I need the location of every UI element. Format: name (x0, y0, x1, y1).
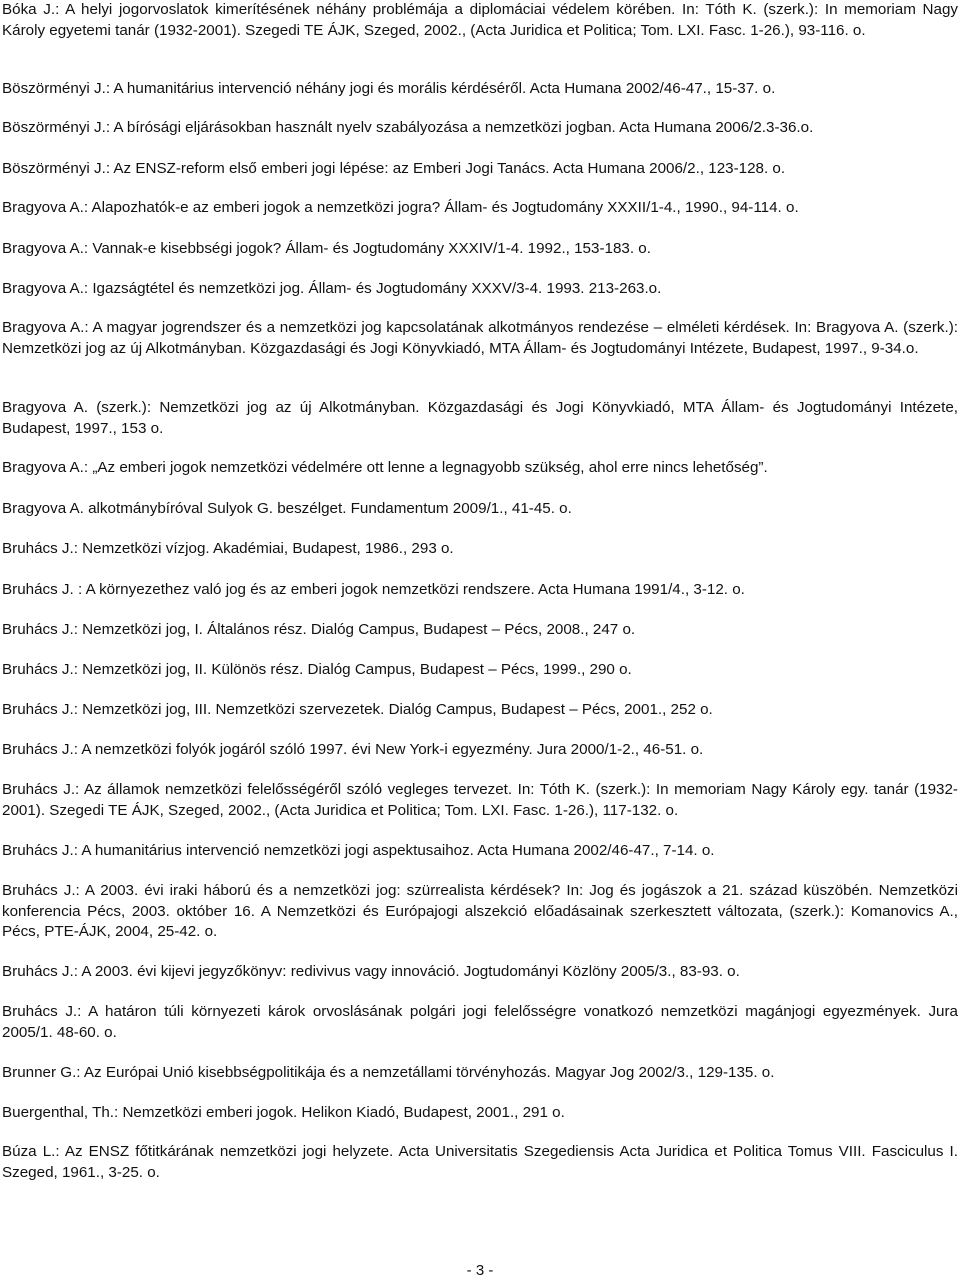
bibliography-entry: Bruhács J.: Nemzetközi jog, II. Különös rész. Dialóg Campus, Budapest – Pécs, 1999., 290 o. (2, 661, 632, 678)
bibliography-entry: Bruhács J.: A 2003. évi iraki háború és a nemzetközi jog: szürrealista kérdések? In: Jog és jogászok a 21. század küszöbén. Nemzetközi konferencia Pécs, 2003. október 16. A Nemzetközi és Európajogi alszekció előadásainak szerkesztett változata, (szerk.): Komanovics A., Pécs, PTE-ÁJK, 2004, 25-42. o. (2, 882, 958, 940)
bibliography-entry: Bragyova A.: Igazságtétel és nemzetközi jog. Állam- és Jogtudomány XXXV/3-4. 1993. 213-263.o. (2, 280, 662, 297)
bibliography-entry: Búza L.: Az ENSZ főtitkárának nemzetközi jogi helyzete. Acta Universitatis Szegediensis Acta Juridica et Politica Tomus VIII. Fasciculus I. Szeged, 1961., 3-25. o. (2, 1143, 958, 1181)
bibliography-entry: Bruhács J.: A nemzetközi folyók jogáról szóló 1997. évi New York-i egyezmény. Jura 2000/1-2., 46-51. o. (2, 741, 704, 758)
bibliography-entry: Bruhács J.: A 2003. évi kijevi jegyzőkönyv: redivivus vagy innováció. Jogtudományi Közlöny 2005/3., 83-93. o. (2, 963, 740, 980)
bibliography-entry: Bragyova A.: A magyar jogrendszer és a nemzetközi jog kapcsolatának alkotmányos rendezése – elméleti kérdések. In: Bragyova A. (szerk.): Nemzetközi jog az új Alkotmányban. Közgazdasági és Jogi Könyvkiadó, MTA Állam- és Jogtudományi Intézete, Budapest, 1997., 9-34.o. (2, 319, 958, 357)
bibliography-entry: Böszörményi J.: Az ENSZ-reform első emberi jogi lépése: az Emberi Jogi Tanács. Acta Humana 2006/2., 123-128. o. (2, 160, 786, 177)
bibliography-entry: Bragyova A. (szerk.): Nemzetközi jog az új Alkotmányban. Közgazdasági és Jogi Könyvkiadó, MTA Állam- és Jogtudományi Intézete, Budapest, 1997., 153 o. (2, 399, 958, 437)
bibliography-entry: Bragyova A. alkotmánybíróval Sulyok G. beszélget. Fundamentum 2009/1., 41-45. o. (2, 500, 572, 517)
bibliography-entry: Böszörményi J.: A bírósági eljárásokban használt nyelv szabályozása a nemzetközi jogban. Acta Humana 2006/2.3-36.o. (2, 119, 814, 136)
bibliography-entry: Bruhács J. : A környezethez való jog és az emberi jogok nemzetközi rendszere. Acta Humana 1991/4., 3-12. o. (2, 581, 745, 598)
page-number: - 3 - (466, 1262, 494, 1279)
bibliography-entry: Bragyova A.: Vannak-e kisebbségi jogok? Állam- és Jogtudomány XXXIV/1-4. 1992., 153-183. o. (2, 240, 651, 257)
bibliography-entry: Bruhács J.: Nemzetközi vízjog. Akadémiai, Budapest, 1986., 293 o. (2, 540, 454, 557)
bibliography-entry: Bragyova A.: „Az emberi jogok nemzetközi védelmére ott lenne a legnagyobb szükség, ahol erre nincs lehetőség”. (2, 459, 768, 476)
bibliography-entry: Buergenthal, Th.: Nemzetközi emberi jogok. Helikon Kiadó, Budapest, 2001., 291 o. (2, 1104, 565, 1121)
bibliography-entry: Bruhács J.: Nemzetközi jog, I. Általános rész. Dialóg Campus, Budapest – Pécs, 2008., 247 o. (2, 621, 636, 638)
bibliography-entry: Bruhács J.: A humanitárius intervenció nemzetközi jogi aspektusaihoz. Acta Humana 2002/46-47., 7-14. o. (2, 842, 715, 859)
bibliography-entry: Bruhács J.: Az államok nemzetközi felelősségéről szóló vegleges tervezet. In: Tóth K. (szerk.): In memoriam Nagy Károly egy. tanár (1932-2001). Szegedi TE ÁJK, Szeged, 2002., (Acta Juridica et Politica; Tom. LXI. Fasc. 1-26.), 117-132. o. (2, 781, 958, 819)
bibliography-entry: Bóka J.: A helyi jogorvoslatok kimerítésének néhány problémája a diplomáciai védelem körében. In: Tóth K. (szerk.): In memoriam Nagy Károly egyetemi tanár (1932-2001). Szegedi TE ÁJK, Szeged, 2002., (Acta Juridica et Politica; Tom. LXI. Fasc. 1-26.), 93-116. o. (2, 1, 958, 39)
bibliography-entry: Bruhács J.: Nemzetközi jog, III. Nemzetközi szervezetek. Dialóg Campus, Budapest – Pécs, 2001., 252 o. (2, 701, 713, 718)
bibliography-entry: Bragyova A.: Alapozhatók-e az emberi jogok a nemzetközi jogra? Állam- és Jogtudomány XXXII/1-4., 1990., 94-114. o. (2, 199, 799, 216)
bibliography-entry: Bruhács J.: A határon túli környezeti károk orvoslásának polgári jogi felelősségre vonatkozó nemzetközi magánjogi egyezmények. Jura 2005/1. 48-60. o. (2, 1003, 958, 1041)
bibliography-entry: Böszörményi J.: A humanitárius intervenció néhány jogi és morális kérdéséről. Acta Humana 2002/46-47., 15-37. o. (2, 80, 776, 97)
bibliography-entry: Brunner G.: Az Európai Unió kisebbségpolitikája és a nemzetállami törvényhozás. Magyar Jog 2002/3., 129-135. o. (2, 1064, 775, 1081)
